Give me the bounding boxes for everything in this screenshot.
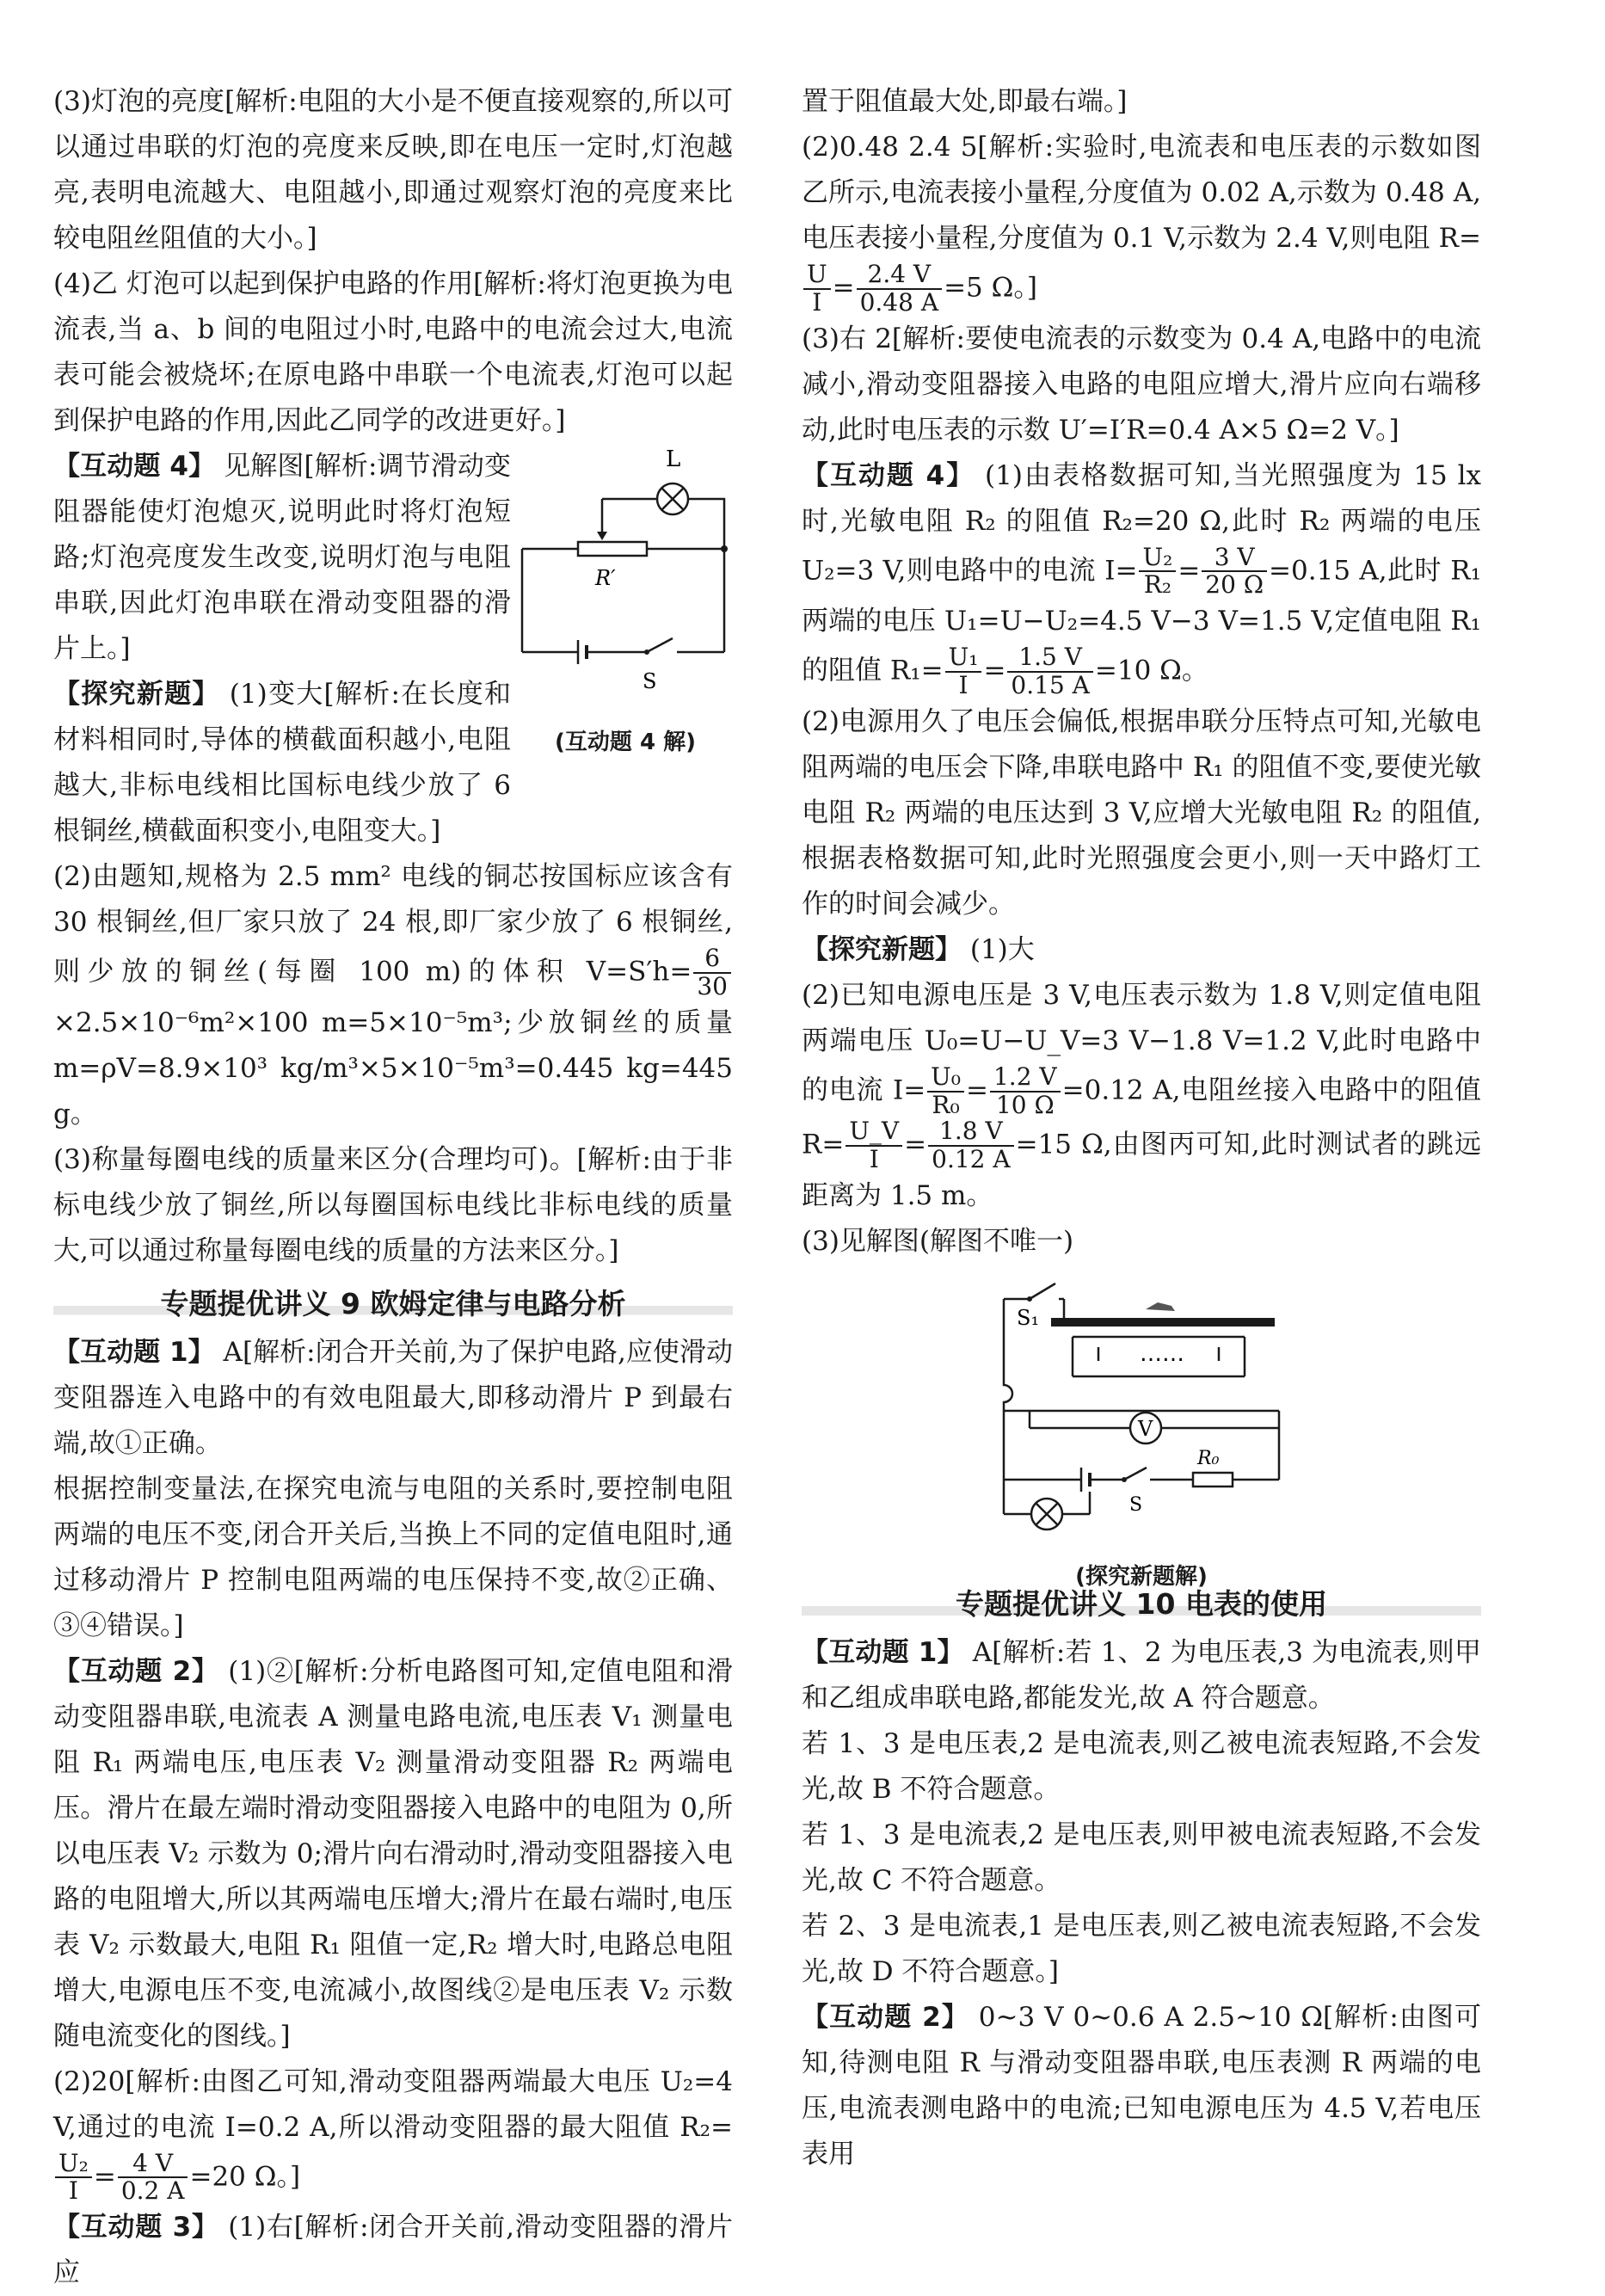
numerator: 1.5 V [1007,644,1092,673]
switch-s1-label: S₁ [1017,1305,1040,1330]
answer-paragraph: (2)电源用久了电压会偏低,根据串联分压特点可知,光敏电阻两端的电压会下降,串联电路中 R₁ 的阻值不变,要使光敏电阻 R₂ 两端的电压达到 3 V,应增大光敏电阻 R₂ 的阻值,根据表格数据可知,此时光照强度会更小,则一天中路灯工作的时间会减少。 [802,705,1481,920]
fraction [1202,542,1267,600]
denominator: 20 Ω [1205,570,1264,600]
answer-paragraph: (3)灯泡的亮度[解析:电阻的大小是不便直接观察的,所以可以通过串联的灯泡的亮度来反映,即在电压一定时,灯泡越亮,表明电流越大、电阻越小,即通过观察灯泡的亮度来比较电阻丝阻值的大小。] [53,86,733,254]
numerator: U₁ [945,644,982,673]
question-tag: 【互动题 1】 [53,1336,215,1368]
denominator: 0.48 A [859,287,939,317]
answer-paragraph: 【互动题 4】 (1)由表格数据可知,当光照强度为 15 lx 时,光敏电阻 R₂ 的阻值 R₂=20 Ω,此时 R₂ 两端的电压 U₂=3 V,则电路中的电流 I= $\frac{\text{U₂}}{\text{R₂}}$ = $\frac{3 V}{20 \Omega}$ =0.15 A,此时 R₁ 两端的电压 U₁=U−U₂=4.5 V−3 V=1.5 V,定值电阻 R₁ 的阻值 R₁= $\frac{\text{U₁}}{I}$ = $\frac{1.5 V}{0.15 A}$ =10 Ω。 [802,459,1481,699]
question-tag: 【探究新题】 [53,679,220,710]
numerator: U [803,262,831,290]
answer-text: (1)右[解析:闭合开关前,滑动变阻器的滑片应 [53,2212,733,2289]
answer-paragraph: (3)称量每圈电线的质量来区分(合理均可)。[解析:由于非标电线少放了铜丝,所以每圈国标电线比非标电线的质量大,可以通过称量每圈电线的质量的方法来区分。] [53,1143,733,1266]
answer-text: (1)大 [962,933,1035,965]
r0-label: R₀ [1197,1447,1220,1469]
rheostat-label: R′ [595,566,616,590]
fraction [803,262,831,317]
answer-text: =10 Ω。 [1094,655,1208,686]
denominator: R₀ [932,1090,960,1119]
denominator: 0.15 A [1011,670,1090,699]
question-tag: 【互动题 4】 [53,451,216,482]
answer-paragraph: 若 1、3 是电压表,2 是电流表,则乙被电流表短路,不会发光,故 B 不符合题意。 [802,1727,1481,1805]
figure-explore [802,1265,1481,1590]
numerator: 1.2 V [990,1064,1061,1093]
denominator: I [869,1145,879,1174]
fraction [927,1064,964,1119]
answer-text: =0.12 A,电阻丝接入电路中的阻值 R= [802,1074,1482,1160]
answer-text: A[解析:若 1、2 为电压表,3 为电流表,则甲和乙组成串联电路,都能发光,故 A 符合题意。 [802,1636,1481,1714]
answer-paragraph: (2)已知电源电压是 3 V,电压表示数为 1.8 V,则定值电阻两端电压 U₀=U−U_V=3 V−1.8 V=1.2 V,此时电路中的电流 I= $\frac{\text{U₀}}{\text{R₀}}$ = $\frac{1.2 V}{10 \Omega}$ =0.12 A,电阻丝接入电路中的阻值 R= $\frac{U\_V}{I}$ = $\frac{1.8 V}{0.12 A}$ =15 Ω,由图丙可知,此时测试者的跳远距离为 1.5 m。 [802,979,1482,1211]
numerator: U₂ [1139,545,1176,573]
numerator: U_V [846,1118,902,1147]
denominator: 30 [697,971,728,1000]
answer-paragraph: (3)见解图(解图不唯一) [802,1225,1074,1257]
answer-paragraph [53,2059,733,2206]
answer-text: A[解析:闭合开关前,为了保护电路,应使滑动变阻器连入电路中的有效电阻最大,即移动滑片 P 到最右端,故①正确。 [53,1336,733,1459]
section-heading-10: 专题提优讲义 10 电表的使用 [802,1581,1481,1627]
answer-text: =20 Ω。] [189,2160,301,2192]
fraction [857,262,942,317]
numerator: 1.8 V [928,1118,1013,1147]
answer-text: =5 Ω。] [944,272,1037,304]
fraction [693,945,731,1000]
numerator: U₂ [55,2151,92,2179]
numerator: 2.4 V [857,262,942,290]
answer-text: (2)已知电源电压是 3 V,电压表示数为 1.8 V,则定值电阻两端电压 U₀=U−U_V=3 V−1.8 V=1.2 V,此时电路中的电流 I= [802,979,1481,1106]
answer-paragraph: (2)0.48 2.4 5[解析:实验时,电流表和电压表的示数如图乙所示,电流表接小量程,分度值为 0.02 A,示数为 0.48 A,电压表接小量程,分度值为 0.1 V,示数为 2.4 V,则电阻 R= $\frac{U}{I}$ = $\frac{2.4 V}{0.48 A}$ =5 Ω。] [802,132,1481,317]
answer-text: (1)②[解析:分析电路图可知,定值电阻和滑动变阻器串联,电流表 A 测量电路电流,电压表 V₁ 测量电阻 R₁ 两端电压,电压表 V₂ 测量滑动变阻器 R₂ 两端电压。滑片在最左端时滑动变阻器接入电路中的电阻为 0,所以电压表 V₂ 示数为 0;滑片向右滑动时,滑动变阻器接入电路的电阻增大,所以其两端电压增大;滑片在最右端时,电压表 V₂ 示数最大,电阻 R₁ 阻值一定,R₂ 增大时,电路总电阻增大,电源电压不变,电流减小,故图线②是电压表 V₂ 示数随电流变化的图线。] [53,1655,733,2052]
left-column [53,79,733,2296]
denominator: I [68,2176,78,2206]
numerator: 4 V [118,2151,188,2179]
answer-paragraph: 若 2、3 是电流表,1 是电压表,则乙被电流表短路,不会发光,故 D 不符合题意。] [802,1910,1481,1987]
numerator: 6 [693,945,731,974]
answer-paragraph: (4)乙 灯泡可以起到保护电路的作用[解析:将灯泡更换为电流表,当 a、b 间的电阻过小时,电路中的电流会过大,电流表可能会被烧坏;在原电路中串联一个电流表,灯泡可以起到保护电路的作用,因此乙同学的改进更好。] [53,268,733,436]
sensor-dots: …… [1140,1340,1184,1367]
question-tag: 【互动题 3】 [53,2212,219,2244]
lamp-label: L [666,447,681,472]
answer-text: (1)由表格数据可知,当光照强度为 15 lx 时,光敏电阻 R₂ 的阻值 R₂=20 Ω,此时 R₂ 两端的电压 U₂=3 V,则电路中的电流 I= [802,459,1481,586]
question-tag: 【互动题 1】 [802,1636,964,1668]
switch-s-label: S [1129,1493,1143,1516]
answer-paragraph [53,854,733,1137]
answer-paragraph: 若 1、3 是电流表,2 是电压表,则甲被电流表短路,不会发光,故 C 不符合题意。 [802,1819,1481,1896]
denominator: I [812,287,822,317]
answer-text: (2)20[解析:由图乙可知,滑动变阻器两端最大电压 U₂=4 V,通过的电流 I=0.2 A,所以滑动变阻器的最大阻值 R₂= [53,2065,733,2143]
answer-paragraph: 根据控制变量法,在探究电流与电阻的关系时,要控制电阻两端的电压不变,闭合开关后,当换上不同的定值电阻时,通过移动滑片 P 控制电阻两端的电压保持不变,故②正确、③④错误。] [53,1473,733,1641]
answer-text: (1)变大[解析:在长度和材料相同时,导体的横截面积越小,电阻越大,非标电线相比国标电线少放了 6 根铜丝,横截面积变小,电阻变大。] [53,679,511,846]
question-tag: 【互动题 4】 [802,459,975,491]
denominator: I [958,670,969,699]
denominator: 10 Ω [995,1090,1055,1119]
answer-text: =0.15 A,此时 R₁ 两端的电压 U₁=U−U₂=4.5 V−3 V=1.5 V,定值电阻 R₁ 的阻值 R₁= [802,554,1481,686]
figure-q4 [518,447,733,766]
figure-caption: (互动题 4 解) [555,729,696,755]
denominator: 0.12 A [932,1145,1011,1174]
circuit-diagram-q4 [518,447,733,705]
answer-text: (2)由题知,规格为 2.5 mm² 电线的铜芯按国标应该含有 30 根铜丝,但厂家只放了 24 根,即厂家少放了 6 根铜丝,则少放的铜丝(每圈 100 m)的体积 V=S′h= [53,861,733,988]
denominator: R₂ [1143,570,1172,600]
fraction [55,2148,92,2206]
question-tag: 【互动题 2】 [802,2001,969,2033]
fraction [928,1118,1013,1173]
answer-text: 见解图[解析:调节滑动变阻器能使灯泡熄灭,说明此时将灯泡短路;灯泡亮度发生改变,说明灯泡与电阻串联,因此灯泡串联在滑动变阻器的滑片上。] [53,451,511,664]
fraction [846,1118,902,1173]
question-tag: 【互动题 2】 [53,1655,219,1687]
equals-sign: = [93,2160,116,2192]
fraction [990,1064,1061,1119]
answer-text: =15 Ω,由图丙可知,此时测试者的跳远距离为 1.5 m。 [802,1129,1481,1211]
numerator: U₀ [927,1064,964,1093]
answer-text: 0~3 V 0~0.6 A 2.5~10 Ω[解析:由图可知,待测电阻 R 与滑动变阻器串联,电压表测 R 两端的电压,电流表测电路中的电流;已知电源电压为 4.5 V,若电压表用 [802,2001,1481,2170]
switch-label: S [643,669,657,693]
answer-paragraph: 置于阻值最大处,即最右端。] [802,86,1128,117]
figure-caption: (探究新题解) [1075,1563,1208,1590]
fraction [1139,542,1176,600]
answer-text: ×2.5×10⁻⁶m²×100 m=5×10⁻⁵m³;少放铜丝的质量 m=ρV=8.9×10³ kg/m³×5×10⁻⁵m³=0.445 kg=445 g。 [53,1006,733,1130]
denominator: 0.2 A [120,2176,185,2206]
right-column [802,79,1481,2177]
section-heading-9: 专题提优讲义 9 欧姆定律与电路分析 [53,1281,733,1327]
voltmeter-label: V [1138,1416,1153,1441]
fraction [945,644,982,699]
answer-text: (2)0.48 2.4 5[解析:实验时,电流表和电压表的示数如图乙所示,电流表接小量程,分度值为 0.02 A,示数为 0.48 A,电压表接小量程,分度值为 0.1 V,示数为 2.4 V,则电阻 R= [802,132,1481,254]
circuit-diagram-explore [802,1265,1481,1540]
answer-paragraph: (3)右 2[解析:要使电流表的示数变为 0.4 A,电路中的电流减小,滑动变阻器接入电路的电阻应增大,滑片应向右端移动,此时电压表的示数 U′=I′R=0.4 A×5 Ω=2 V。] [802,323,1481,446]
numerator: 3 V [1202,545,1267,573]
fraction [1007,644,1092,699]
fraction [118,2148,188,2206]
question-tag: 【探究新题】 [802,933,962,965]
